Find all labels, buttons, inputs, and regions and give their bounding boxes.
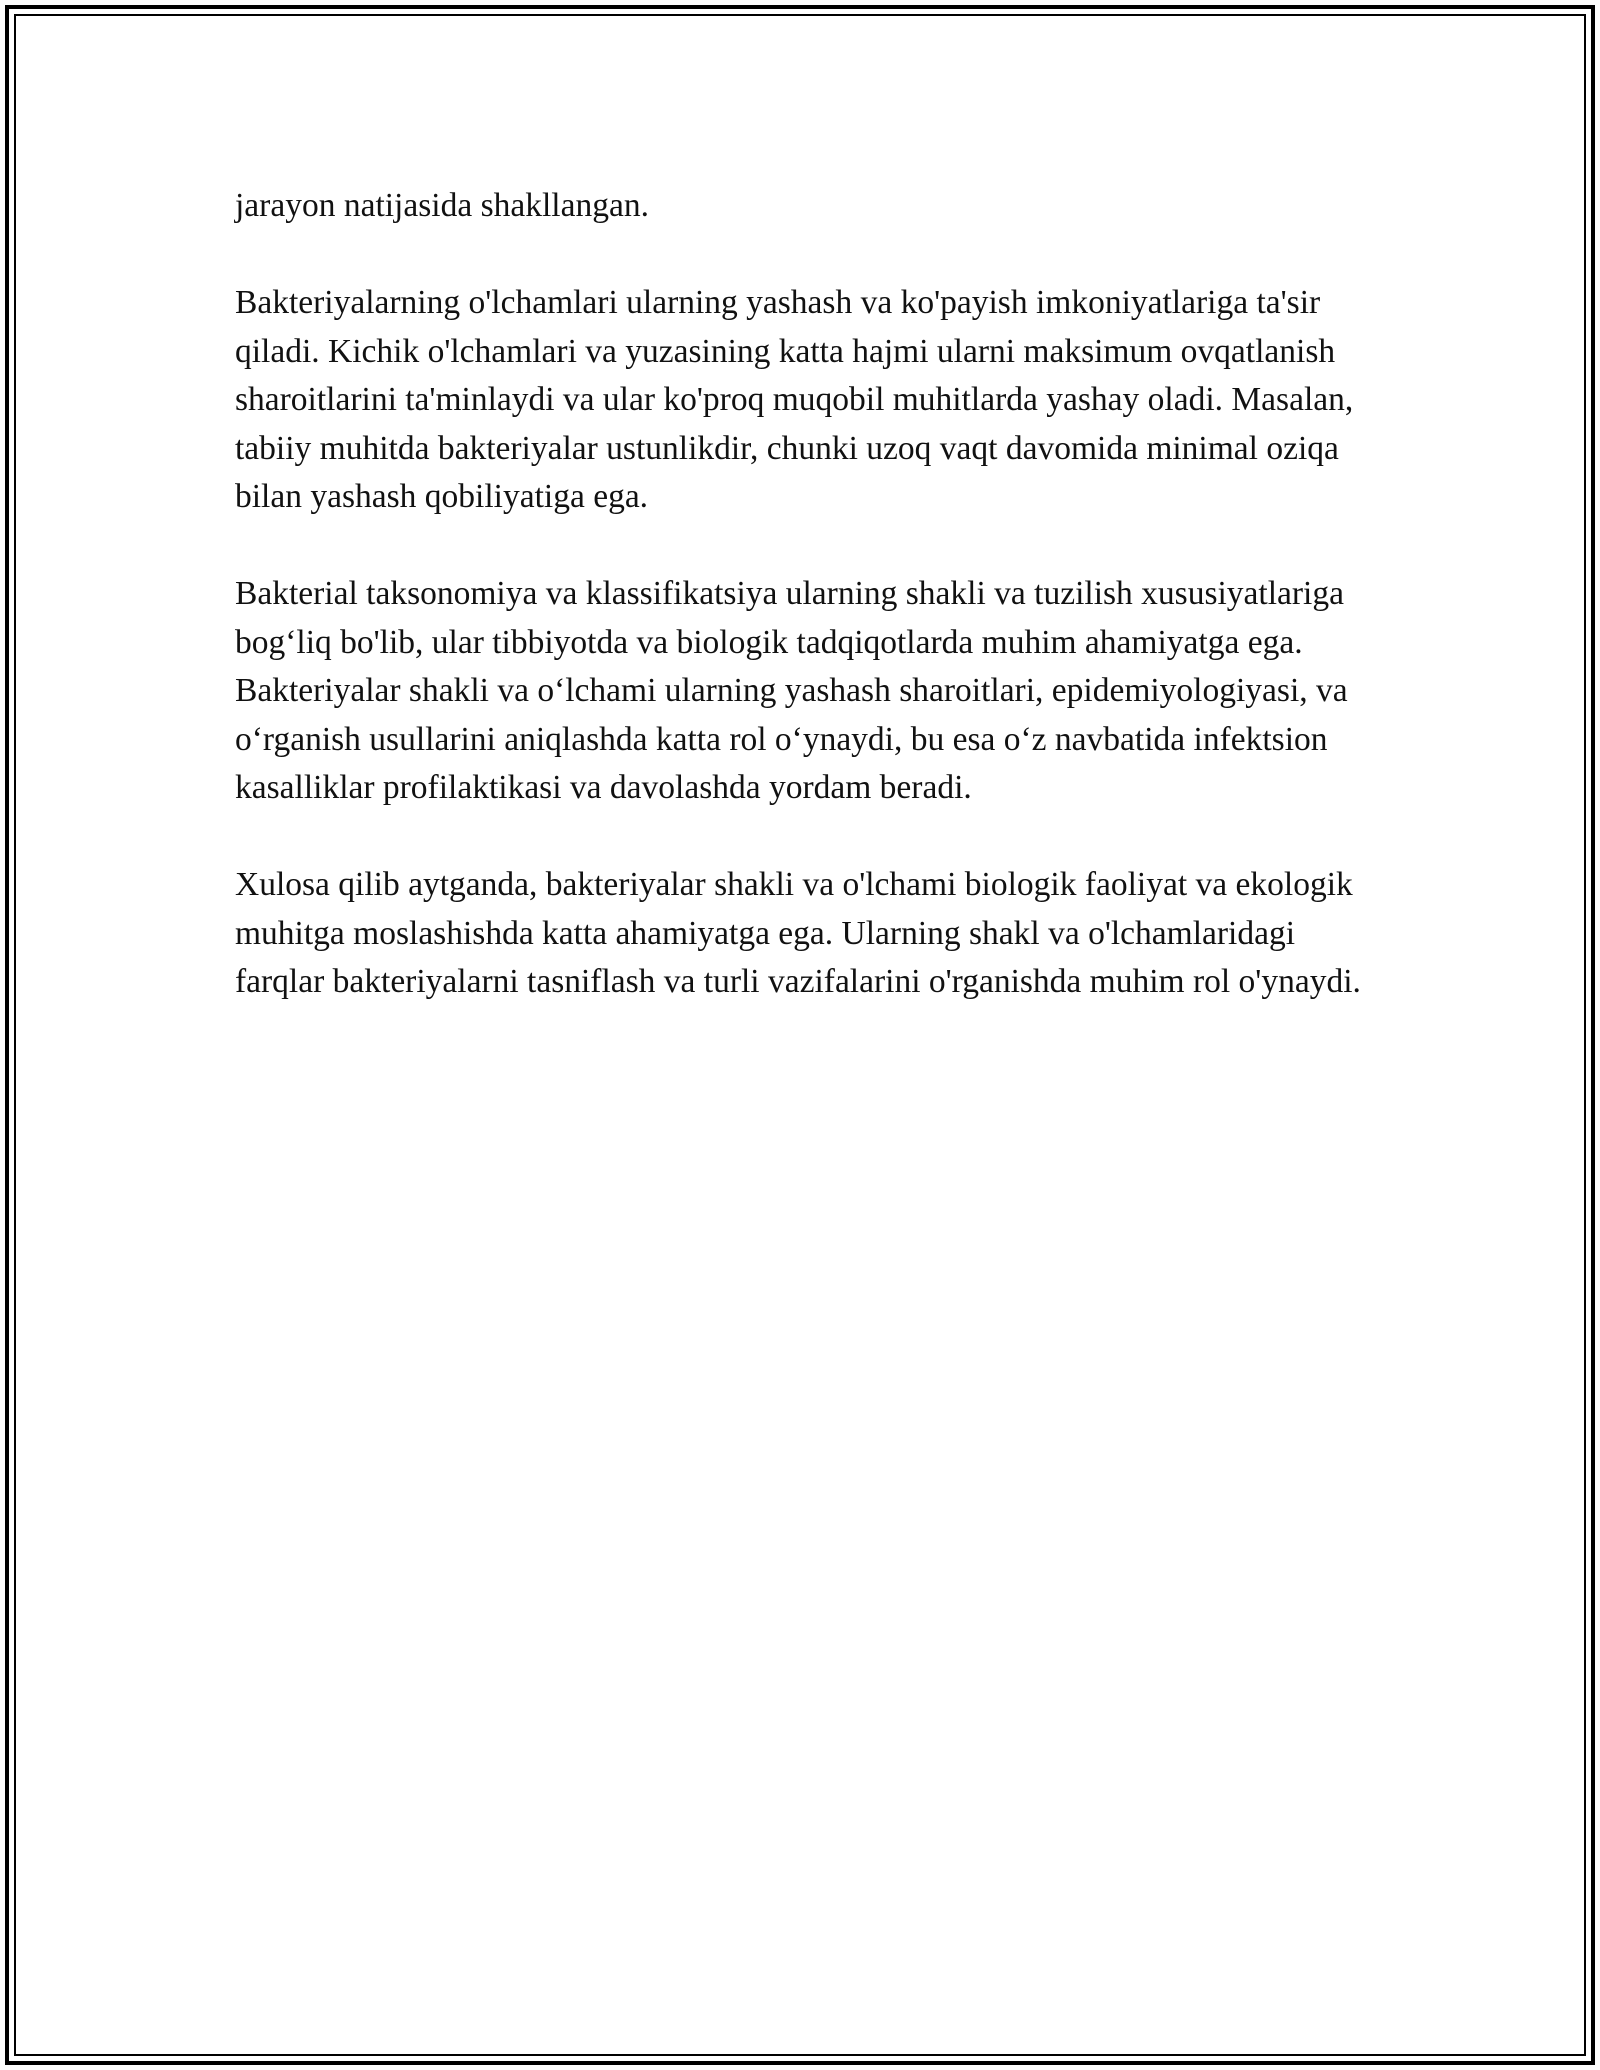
paragraph-bacteria-size: Bakteriyalarning o'lchamlari ularning yashash va ko'payish imkoniyatlariga ta'sir qiladi. Kichik o'lchamlari va yuzasining katta hajmi ularni maksimum ovqatlanish sharoitlarini ta'minlaydi va ular ko'proq muqobil muhitlarda yashay oladi. Masalan, tabiiy muhitda bakteriyalar ustunlikdir, chunki uzoq vaqt davomida minimal oziqa bilan yashash qobiliyatiga ega. — [235, 284, 1354, 515]
document-body — [235, 182, 1365, 1007]
paragraph-continuation: jarayon natijasida shakllangan. — [235, 187, 649, 224]
paragraph-conclusion: Xulosa qilib aytganda, bakteriyalar shakli va o'lchami biologik faoliyat va ekologik muhitga moslashishda katta ahamiyatga ega. Ularning shakl va o'lchamlaridagi farqlar bakteriyalarni tasniflash va turli vazifalarini o'rganishda muhim rol o'ynaydi. — [235, 866, 1361, 1000]
paragraph-taxonomy: Bakterial taksonomiya va klassifikatsiya ularning shakli va tuzilish xususiyatlariga bogʻliq bo'lib, ular tibbiyotda va biologik tadqiqotlarda muhim ahamiyatga ega. Bakteriyalar shakli va oʻlchami ularning yashash sharoitlari, epidemiyologiyasi, va oʻrganish usullarini aniqlashda katta rol oʻynaydi, bu esa oʻz navbatida infektsion kasalliklar profilaktikasi va davolashda yordam beradi. — [235, 575, 1348, 806]
